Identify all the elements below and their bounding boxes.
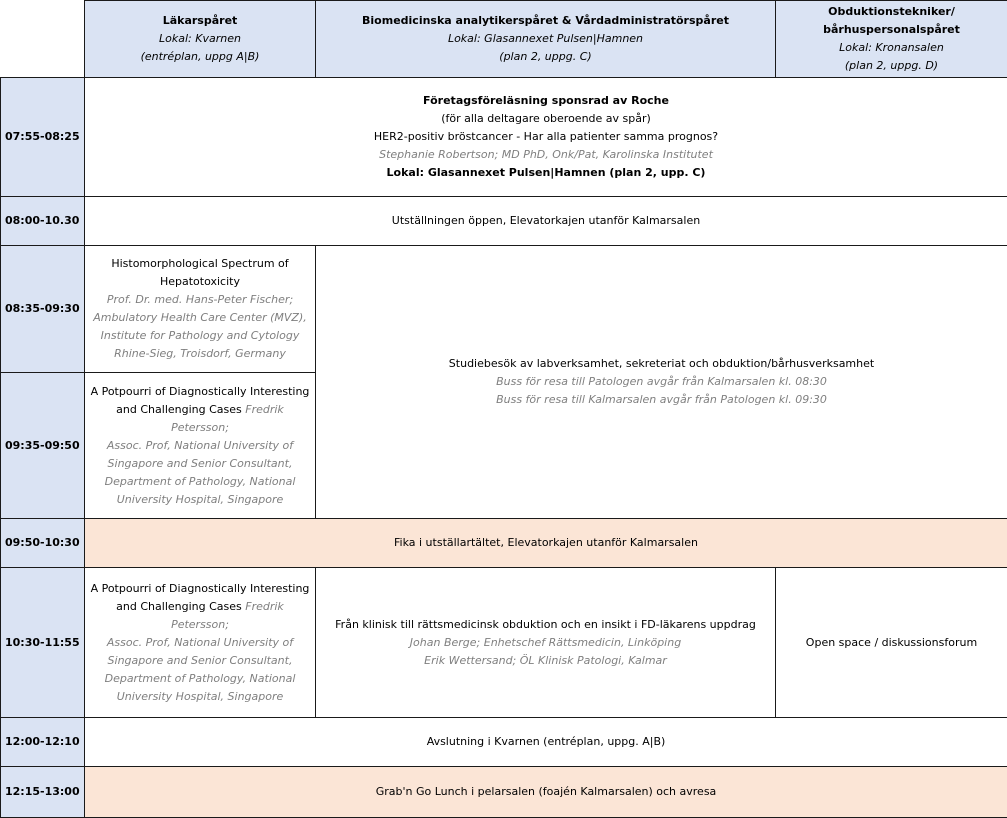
corner-cell xyxy=(1,1,85,78)
header-col1-plan: (entréplan, uppg A|B) xyxy=(89,48,311,66)
speaker-line: University Hospital, Singapore xyxy=(89,688,311,706)
time-cell: 12:15-13:00 xyxy=(1,767,85,818)
time-cell: 10:30-11:55 xyxy=(1,568,85,718)
closing-cell: Avslutning i Kvarnen (entréplan, uppg. A|B) xyxy=(85,718,1007,767)
time-cell: 12:00-12:10 xyxy=(1,718,85,767)
row-1200 xyxy=(1,718,1007,767)
session-title: Histomorphological Spectrum of xyxy=(89,255,311,273)
potpourri-session xyxy=(85,568,316,718)
speaker-line: Department of Pathology, National xyxy=(89,473,311,491)
speaker-line: University Hospital, Singapore xyxy=(89,491,311,509)
session-title: A Potpourri of Diagnostically Interesting xyxy=(89,383,311,401)
fika-cell: Fika i utställartältet, Elevatorkajen utanför Kalmarsalen xyxy=(85,519,1007,568)
row-0755 xyxy=(1,78,1007,197)
time-cell: 09:50-10:30 xyxy=(1,519,85,568)
header-col1-title: Läkarspåret xyxy=(89,12,311,30)
roche-topic: HER2-positiv bröstcancer - Har alla patienter samma prognos? xyxy=(89,128,1003,146)
time-cell: 07:55-08:25 xyxy=(1,78,85,197)
time-cell: 09:35-09:50 xyxy=(1,373,85,519)
header-col3-title2: bårhuspersonalspåret xyxy=(780,21,1003,39)
header-col2-lokal: Lokal: Glasannexet Pulsen|Hamnen xyxy=(320,30,771,48)
roche-title: Företagsföreläsning sponsrad av Roche xyxy=(89,92,1003,110)
header-col2-title: Biomedicinska analytikerspåret & Vårdadministratörspåret xyxy=(320,12,771,30)
speaker-line: Rhine-Sieg, Troisdorf, Germany xyxy=(89,345,311,363)
speaker-name: Fredrik Petersson; xyxy=(171,403,284,434)
header-col3-title1: Obduktionstekniker/ xyxy=(780,3,1003,21)
header-lakarsparet xyxy=(85,1,316,78)
potpourri-session xyxy=(85,373,316,519)
speaker-line: Prof. Dr. med. Hans-Peter Fischer; xyxy=(89,291,311,309)
speaker-line: Ambulatory Health Care Center (MVZ), xyxy=(89,309,311,327)
exhibition-cell: Utställningen öppen, Elevatorkajen utanför Kalmarsalen xyxy=(85,197,1007,246)
time-cell: 08:00-10.30 xyxy=(1,197,85,246)
roche-subtitle: (för alla deltagare oberoende av spår) xyxy=(89,110,1003,128)
header-col1-lokal: Lokal: Kvarnen xyxy=(89,30,311,48)
speaker-name: Fredrik Petersson; xyxy=(171,600,284,631)
hepatotoxicity-session xyxy=(85,246,316,373)
header-obduktion xyxy=(776,1,1007,78)
session-title: Hepatotoxicity xyxy=(89,273,311,291)
speaker-line: Singapore and Senior Consultant, xyxy=(89,652,311,670)
speaker-line: Singapore and Senior Consultant, xyxy=(89,455,311,473)
speaker-line: Department of Pathology, National xyxy=(89,670,311,688)
speaker-line: Erik Wettersand; ÖL Klinisk Patologi, Kalmar xyxy=(320,652,771,670)
speaker-line: Institute for Pathology and Cytology xyxy=(89,327,311,345)
header-row xyxy=(1,1,1007,78)
session-title: and Challenging Cases xyxy=(116,600,242,613)
roche-speaker: Stephanie Robertson; MD PhD, Onk/Pat, Karolinska Institutet xyxy=(89,146,1003,164)
session-title: Från klinisk till rättsmedicinsk obduktion och en insikt i FD-läkarens uppdrag xyxy=(320,616,771,634)
header-col2-plan: (plan 2, uppg. C) xyxy=(320,48,771,66)
row-0835 xyxy=(1,246,1007,373)
header-col3-plan: (plan 2, uppg. D) xyxy=(780,57,1003,75)
speaker-line: Johan Berge; Enhetschef Rättsmedicin, Linköping xyxy=(320,634,771,652)
bus-info: Buss för resa till Patologen avgår från Kalmarsalen kl. 08:30 xyxy=(320,373,1003,391)
study-visit-cell xyxy=(316,246,1007,519)
bus-info: Buss för resa till Kalmarsalen avgår från Patologen kl. 09:30 xyxy=(320,391,1003,409)
row-1215 xyxy=(1,767,1007,818)
header-biomedicinska xyxy=(316,1,776,78)
header-col3-lokal: Lokal: Kronansalen xyxy=(780,39,1003,57)
time-cell: 08:35-09:30 xyxy=(1,246,85,373)
speaker-line: Assoc. Prof, National University of xyxy=(89,634,311,652)
row-1030 xyxy=(1,568,1007,718)
lunch-cell: Grab'n Go Lunch i pelarsalen (foajén Kalmarsalen) och avresa xyxy=(85,767,1007,818)
open-space-cell: Open space / diskussionsforum xyxy=(776,568,1007,718)
roche-lecture-cell xyxy=(85,78,1007,197)
forensic-session xyxy=(316,568,776,718)
speaker-line: Assoc. Prof, National University of xyxy=(89,437,311,455)
study-visit-title: Studiebesök av labverksamhet, sekreteriat och obduktion/bårhusverksamhet xyxy=(320,355,1003,373)
row-0800 xyxy=(1,197,1007,246)
roche-location: Lokal: Glasannexet Pulsen|Hamnen (plan 2, upp. C) xyxy=(89,164,1003,182)
session-title: A Potpourri of Diagnostically Interesting xyxy=(89,580,311,598)
row-0950 xyxy=(1,519,1007,568)
session-title: and Challenging Cases xyxy=(116,403,242,416)
